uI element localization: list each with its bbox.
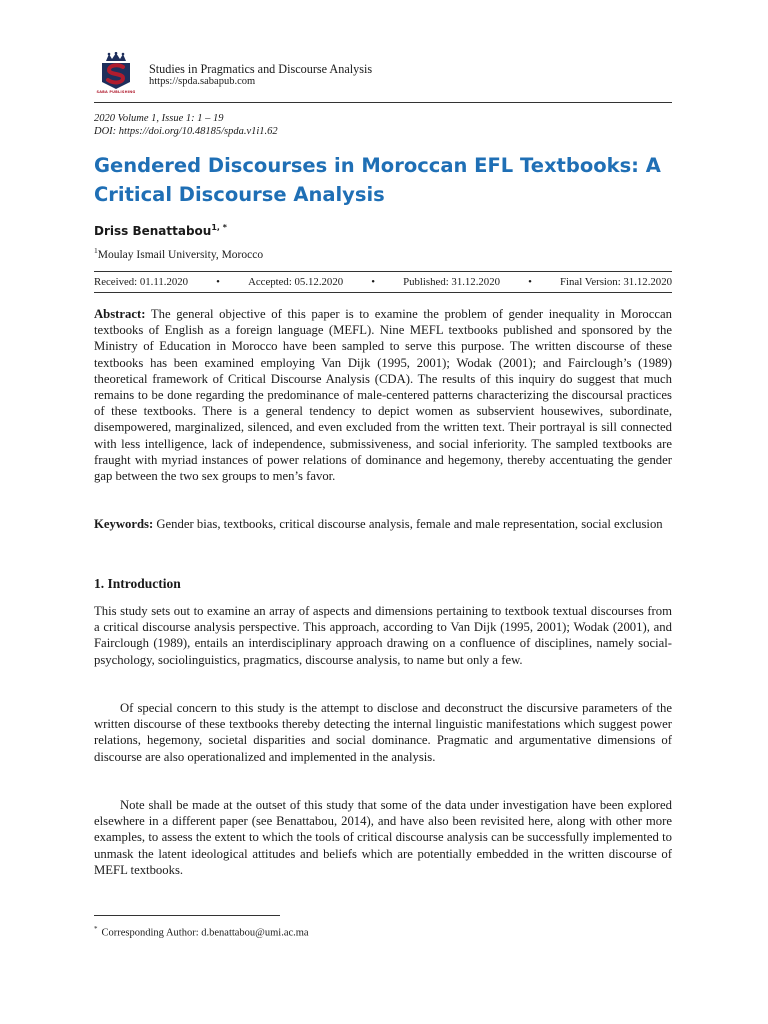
abstract-label: Abstract: [94, 307, 146, 321]
intro-paragraph: This study sets out to examine an array of aspects and dimensions pertaining to textbook textual discourses from a critical discourse analysis perspective. This approach, according to Van Dijk (1995, 2001); Wodak (2001), and Fairclough (1989), entails an interdisciplinary approach drawing on a confluence of disciplines, namely social-psychology, sociolinguistics, pragmatics, discourse analysis, to name but only a few. [94, 604, 672, 667]
footnote [94, 925, 309, 939]
footnote-mark: * [94, 925, 98, 933]
received-date: Received: 01.11.2020 [94, 276, 189, 288]
volume-issue-line: 2020 Volume 1, Issue 1: 1 – 19 [94, 113, 224, 124]
author-line [94, 223, 227, 238]
journal-name: Studies in Pragmatics and Discourse Analysis [149, 62, 373, 76]
dates-separator: • [528, 276, 532, 288]
affiliation-text: Moulay Ismail University, Morocco [97, 248, 264, 261]
published-date: Published: 31.12.2020 [403, 276, 501, 288]
footnote-divider [94, 915, 280, 916]
dates-separator: • [371, 276, 376, 288]
article-title: Gendered Discourses in Moroccan EFL Textbooks: A Critical Discourse Analysis [94, 154, 661, 206]
journal-url[interactable]: https://spda.sabapub.com [149, 76, 256, 87]
doi-line[interactable]: DOI: https://doi.org/10.48185/spda.v1i1.62 [94, 126, 278, 137]
dates-separator: • [216, 276, 220, 288]
affiliation-number: 1 [94, 246, 98, 255]
author-name: Driss Benattabou [94, 224, 212, 238]
author-marks: 1, * [211, 223, 227, 232]
affiliation-line [94, 246, 263, 261]
publisher-logo-text: SABA PUBLISHING [96, 90, 136, 94]
footnote-text: Corresponding Author: d.benattabou@umi.ac.ma [101, 927, 309, 939]
keywords [94, 516, 672, 532]
introduction-heading: 1. Introduction [94, 576, 181, 591]
crown-s-logo-icon [96, 52, 136, 90]
header-divider [94, 102, 672, 103]
intro-paragraph: Of special concern to this study is the attempt to disclose and deconstruct the discursive parameters of the written discourse of these textbooks thereby detecting the internal linguistic manifestations which suggest power relations, hegemony, societal disparities and social dominance. Pragmatic and argumentative dimensions of discourse are also operationalized and implemented in the analysis. [94, 701, 672, 764]
article-dates-bar [94, 271, 672, 293]
keywords-text: Gender bias, textbooks, critical discourse analysis, female and male representation, social exclusion [156, 517, 663, 531]
accepted-date: Accepted: 05.12.2020 [248, 276, 344, 288]
keywords-label: Keywords: [94, 517, 154, 531]
intro-paragraph: Note shall be made at the outset of this study that some of the data under investigation have been explored elsewhere in a different paper (see Benattabou, 2014), and have also been revisited here, along with other more examples, to assess the extent to which the tools of critical discourse analysis can be successfully implemented to unmask the latent ideological attitudes and beliefs which are potentially embedded in the written discourse of MEFL textbooks. [94, 798, 672, 877]
abstract [94, 306, 672, 484]
final-version-date: Final Version: 31.12.2020 [560, 276, 672, 288]
publisher-logo [96, 52, 136, 98]
abstract-text: The general objective of this paper is to examine the problem of gender inequality in Moroccan textbooks of English as a foreign language (MEFL). Nine MEFL textbooks published and sponsored by the Ministry of Education in Morocco have been sampled to serve this purpose. The written discourse of these textbooks has been examined employing Van Dijk (1995, 2001); Wodak (2001); and Fairclough’s (1989) theoretical framework of Critical Discourse Analysis (CDA). The results of this inquiry do suggest that much remains to be done regarding the predominance of male-centered patterns characterizing the discoursal practices of these textbooks. There is a general tendency to depict women as subservient housewives, subordinate, disempowered, marginalized, silenced, and even excluded from the written text. Their portrayal is sill connected with less intelligence, lack of independence, submissiveness, and social inferiority. The sampled textbooks are fraught with myriad instances of power relations of dominance and hegemony, thereby accentuating the gender gap between the two sex groups to men’s favor. [94, 307, 672, 484]
